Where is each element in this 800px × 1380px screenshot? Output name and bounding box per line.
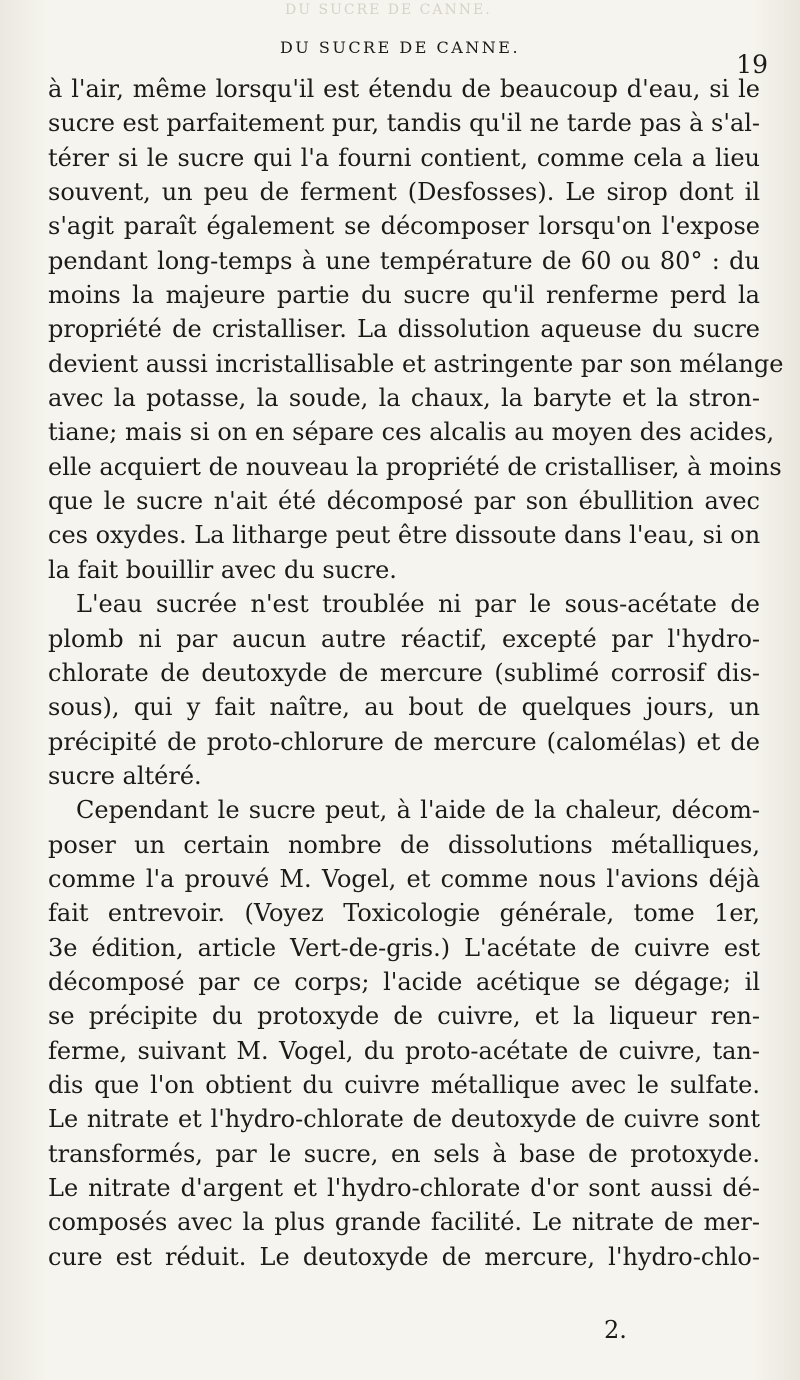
text-line: composés avec la plus grande facilité. Le nitrate de mer-	[48, 1208, 760, 1237]
text-line: Le nitrate d'argent et l'hydro-chlorate d'or sont aussi dé-	[48, 1174, 760, 1202]
text-line: 3e édition, article Vert-de-gris.) L'acétate de cuivre est	[48, 933, 760, 962]
text-line: se précipite du protoxyde de cuivre, et la liqueur ren-	[48, 1002, 760, 1031]
text-line: avec la potasse, la soude, la chaux, la baryte et la stron-	[48, 384, 760, 413]
text-line: plomb ni par aucun autre réactif, excepté par l'hydro-	[48, 624, 760, 653]
text-line: poser un certain nombre de dissolutions métalliques,	[48, 830, 760, 859]
text-line: la fait bouillir avec du sucre.	[48, 555, 397, 584]
paragraph-first-line: Cependant le sucre peut, à l'aide de la chaleur, décom-	[76, 796, 760, 825]
text-line: tiane; mais si on en sépare ces alcalis au moyen des acides,	[48, 418, 775, 447]
text-line: sous), qui y fait naître, au bout de quelques jours, un	[48, 693, 760, 722]
signature-mark: 2.	[604, 1316, 627, 1344]
text-line: souvent, un peu de ferment (Desfosses). Le sirop dont il	[48, 178, 760, 207]
text-line: sucre altéré.	[48, 761, 202, 790]
body-text	[48, 72, 784, 1274]
text-line: sucre est parfaitement pur, tandis qu'il ne tarde pas à s'al-	[48, 109, 761, 138]
text-line: comme l'a prouvé M. Vogel, et comme nous l'avions déjà	[48, 864, 760, 893]
text-line: elle acquiert de nouveau la propriété de cristalliser, à moins	[48, 452, 782, 481]
text-line: transformés, par le sucre, en sels à base de protoxyde.	[48, 1139, 760, 1168]
text-line: cure est réduit. Le deutoxyde de mercure, l'hydro-chlo-	[48, 1242, 760, 1271]
text-line: térer si le sucre qui l'a fourni contient, comme cela a lieu	[48, 143, 760, 172]
text-line: moins la majeure partie du sucre qu'il renferme perd la	[48, 281, 760, 310]
paragraph-first-line: L'eau sucrée n'est troublée ni par le sous-acétate de	[76, 590, 760, 619]
text-line: devient aussi incristallisable et astringente par son mélange	[48, 349, 784, 378]
text-line: s'agit paraît également se décomposer lorsqu'on l'expose	[48, 212, 760, 241]
text-line: que le sucre n'ait été décomposé par son ébullition avec	[48, 487, 760, 516]
text-line: Le nitrate et l'hydro-chlorate de deutoxyde de cuivre sont	[48, 1105, 760, 1134]
text-line: propriété de cristalliser. La dissolution aqueuse du sucre	[48, 315, 760, 344]
show-through-text: DU SUCRE DE CANNE.	[285, 2, 492, 18]
running-head: DU SUCRE DE CANNE.	[279, 38, 521, 57]
text-line: pendant long-temps à une température de 60 ou 80° : du	[48, 246, 760, 275]
text-line: décomposé par ce corps; l'acide acétique se dégage; il	[48, 967, 760, 996]
text-line: à l'air, même lorsqu'il est étendu de beaucoup d'eau, si le	[48, 75, 760, 103]
text-line: chlorate de deutoxyde de mercure (sublimé corrosif dis-	[48, 658, 760, 687]
text-line: précipité de proto-chlorure de mercure (calomélas) et de	[48, 727, 760, 756]
text-line: ferme, suivant M. Vogel, du proto-acétate de cuivre, tan-	[48, 1036, 760, 1065]
text-line: dis que l'on obtient du cuivre métallique avec le sulfate.	[48, 1070, 760, 1099]
text-line: fait entrevoir. (Voyez Toxicologie générale, tome 1er,	[48, 899, 760, 928]
text-line: ces oxydes. La litharge peut être dissoute dans l'eau, si on	[48, 521, 761, 550]
page-number: 19	[736, 50, 768, 79]
